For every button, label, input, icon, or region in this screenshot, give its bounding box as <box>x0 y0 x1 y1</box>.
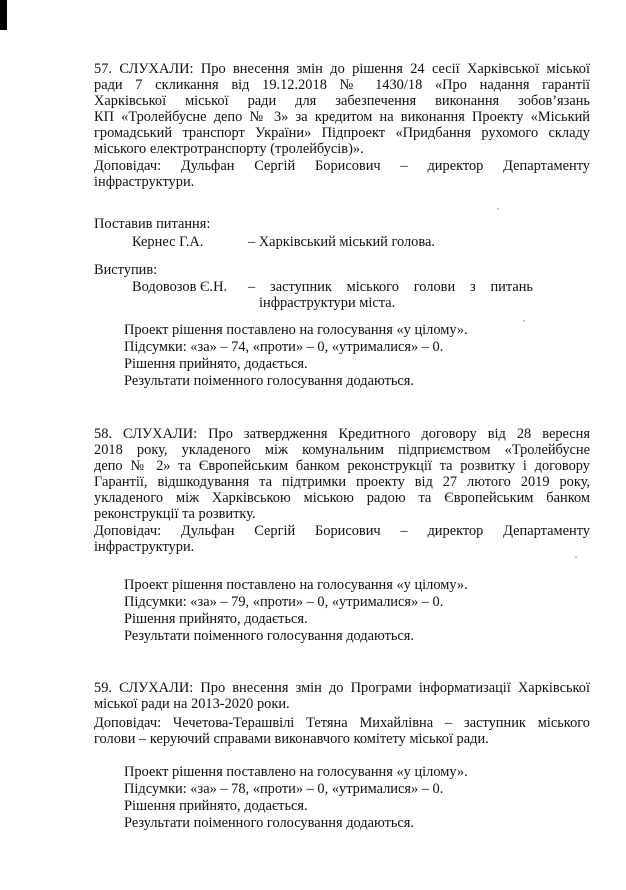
item-58-block <box>94 426 590 555</box>
item-59-block <box>94 680 590 747</box>
item-58-speaker: Доповідач: Дульфан Сергій Борисович – директор Департаменту <box>94 522 590 539</box>
item-58-vote-2: Підсумки: «за» – 79, «проти» – 0, «утрималися» – 0. <box>124 594 444 610</box>
item-58-vote-4: Результати поіменного голосування додаються. <box>124 628 415 644</box>
item-58-line-4: Гарантії, відшкодування та підтримки проекту від 27 лютого 2019 року, <box>94 474 590 491</box>
scan-speck <box>575 556 577 558</box>
item-58-vote-3: Рішення прийнято, додається. <box>124 611 308 627</box>
item-58-line-2: 2018 року, укладеного між комунальним підприємством «Тролейбусне <box>94 442 590 459</box>
item-57-spoke-role-cont: інфраструктури міста. <box>259 295 396 311</box>
item-57-line-6: міського електротранспорту (тролейбусів)». <box>94 141 364 158</box>
item-57-spoke-role: – заступник міського голови з питань <box>248 279 533 295</box>
item-58-line-6: реконструкції та розвитку. <box>94 506 256 523</box>
item-57-vote-2: Підсумки: «за» – 74, «проти» – 0, «утрималися» – 0. <box>124 339 444 355</box>
item-57-line-3: Харківської міської ради для забезпечення виконання зобов’язань <box>94 93 590 110</box>
item-57-line-1: 57. СЛУХАЛИ: Про внесення змін до рішення 24 сесії Харківської міської <box>94 61 590 77</box>
scan-speck <box>523 320 525 322</box>
item-58-heading: 58. СЛУХАЛИ: <box>94 426 198 442</box>
item-57-vote-4: Результати поіменного голосування додаються. <box>124 373 415 389</box>
item-57-raised-label: Поставив питання: <box>94 216 211 232</box>
item-57-heading: 57. СЛУХАЛИ: <box>94 61 194 77</box>
item-57-vote-3: Рішення прийнято, додається. <box>124 356 308 372</box>
item-57-spoke-name: Водовозов Є.Н. <box>132 279 228 295</box>
item-59-speaker-cont: голови – керуючий справами виконавчого комітету міської ради. <box>94 731 489 748</box>
item-57-speaker-cont: інфраструктури. <box>94 173 195 190</box>
item-58-vote-1: Проект рішення поставлено на голосування «у цілому». <box>124 577 468 593</box>
item-58-line-3: депо № 2» та Європейським банком реконструкції та розвитку і договору <box>94 458 590 475</box>
item-59-line-2: міської ради на 2013-2020 роки. <box>94 696 290 713</box>
item-57-raised-name: Кернес Г.А. <box>132 234 204 250</box>
item-57-line-5: громадський транспорт України» Підпроект «Придбання рухомого складу <box>94 125 590 142</box>
item-59-vote-2: Підсумки: «за» – 78, «проти» – 0, «утрималися» – 0. <box>124 781 444 797</box>
item-59-line-1: 59. СЛУХАЛИ: Про внесення змін до Програми інформатизації Харківської <box>94 680 590 696</box>
item-59-vote-4: Результати поіменного голосування додаються. <box>124 815 415 831</box>
scan-speck <box>497 208 499 210</box>
item-57-line-2: ради 7 скликання від 19.12.2018 № 1430/18 «Про надання гарантії <box>94 77 590 94</box>
item-58-line-1: 58. СЛУХАЛИ: Про затвердження Кредитного договору від 28 вересня <box>94 426 590 442</box>
page-corner-mark <box>0 0 7 30</box>
item-57-speaker: Доповідач: Дульфан Сергій Борисович – директор Департаменту <box>94 157 590 174</box>
item-59-speaker: Доповідач: Чечетова-Терашвілі Тетяна Михайлівна – заступник міського <box>94 715 590 732</box>
item-57-spoke-label: Виступив: <box>94 262 158 278</box>
item-57-block <box>94 61 590 190</box>
item-58-line-5: укладеного між Харківською міською радою та Європейським банком <box>94 490 590 507</box>
item-57-vote-1: Проект рішення поставлено на голосування «у цілому». <box>124 322 468 338</box>
item-59-vote-1: Проект рішення поставлено на голосування «у цілому». <box>124 764 468 780</box>
item-57-raised-role: – Харківський міський голова. <box>248 234 435 250</box>
item-57-line-4: КП «Тролейбусне депо № 3» за кредитом на виконання Проекту «Міський <box>94 109 590 126</box>
item-59-vote-3: Рішення прийнято, додається. <box>124 798 308 814</box>
item-58-speaker-cont: інфраструктури. <box>94 538 195 555</box>
item-59-heading: 59. СЛУХАЛИ: <box>94 680 194 696</box>
